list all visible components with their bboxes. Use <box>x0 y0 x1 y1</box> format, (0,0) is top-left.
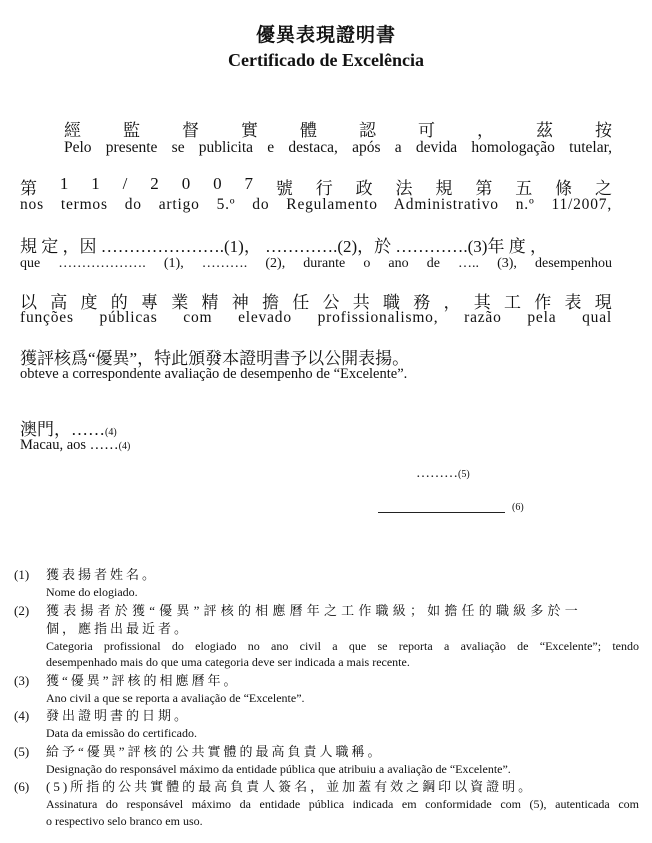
char: 任 <box>292 293 310 312</box>
char: 體 <box>300 121 317 140</box>
char: 精 <box>201 293 219 312</box>
char: 政 <box>355 179 373 198</box>
footnote-item <box>14 743 639 778</box>
char: 2 <box>150 174 159 193</box>
char: 7 <box>244 174 253 193</box>
char: 1 <box>59 174 69 193</box>
line4-pt: funções públicas com elevado profissionalismo, razão pela qual <box>20 309 612 326</box>
char: 經 <box>64 121 81 140</box>
footnote-text-pt: desempenhado mais do que uma categoria deve ser indicada a mais recente. <box>46 655 410 669</box>
char: 之 <box>594 179 612 198</box>
char: 1 <box>91 174 100 193</box>
footnote-number: (1) <box>14 567 30 582</box>
footnote-item <box>14 602 639 671</box>
char: 認 <box>359 121 376 140</box>
char: 第 <box>20 179 37 198</box>
footnote-text-zh: 發出證明書的日期。 <box>46 708 191 723</box>
char: / <box>122 174 128 193</box>
char: 實 <box>241 121 258 140</box>
footnote-number: (5) <box>14 743 30 759</box>
footnote-text-zh: 獲表揚者姓名。 <box>46 567 159 582</box>
footnote-number: (6) <box>14 779 30 794</box>
char: 號 <box>275 179 293 198</box>
footnote-text-pt: Ano civil a que se reporta a avaliação de “Excelente”. <box>46 690 305 705</box>
char: 高 <box>50 293 68 312</box>
char: 督 <box>182 121 199 140</box>
footnote-item <box>14 778 639 829</box>
char: 其 <box>473 293 491 312</box>
footnotes <box>14 566 639 830</box>
footnote-text-zh: 個，應指出最近者。 <box>46 620 191 636</box>
footnote-text-zh: 獲“優異”評核的相應曆年。 <box>46 672 240 688</box>
line5-pt: obteve a correspondente avaliação de desempenho de “Excelente”. <box>20 366 408 382</box>
footnote-text-pt: Designação do responsável máximo da entidade pública que atribuiu a avaliação de “Excelente”. <box>46 761 511 776</box>
char: 條 <box>555 179 573 198</box>
title-chinese: 優異表現證明書 <box>255 25 396 46</box>
char: 的 <box>110 293 128 312</box>
footnote-text-pt: Data da emissão do certificado. <box>46 726 197 740</box>
char: 表 <box>564 293 582 312</box>
footnote-text-zh: 給予“優異”評核的公共實體的最高負責人職稱。 <box>46 743 384 759</box>
char: 務 <box>413 293 431 312</box>
line5-zh: 獲評核爲“優異”，特此頒發本證明書予以公開表揚。 <box>20 349 410 368</box>
char: 現 <box>594 293 612 312</box>
footnote-text-pt: Assinatura do responsável máximo da entidade pública indicada em conformidade com (5), autenticada com <box>46 797 639 811</box>
char: 擔 <box>262 293 279 312</box>
char: 行 <box>315 179 333 198</box>
char: ， <box>443 293 461 312</box>
char: 公 <box>322 293 340 312</box>
place-date-zh: 澳門，……(4) <box>20 420 117 439</box>
place-date-pt: Macau, aos ……(4) <box>20 437 131 453</box>
char: 業 <box>171 293 189 312</box>
footnote-number: (3) <box>14 672 30 688</box>
signer-title-placeholder: ………(5) <box>416 466 470 481</box>
signature-ref: (6) <box>512 502 524 513</box>
char: 作 <box>534 293 552 312</box>
footnote-text-pt: o respectivo selo branco em uso. <box>46 813 203 828</box>
char: 規 <box>435 179 453 198</box>
char: 神 <box>231 293 249 312</box>
char: 專 <box>141 293 158 312</box>
char: 第 <box>475 179 493 198</box>
char: ， <box>477 121 494 140</box>
char: 職 <box>383 293 400 312</box>
char: 0 <box>213 174 222 193</box>
char: 五 <box>515 179 533 198</box>
char: 共 <box>352 293 370 312</box>
footnote-item <box>14 672 639 707</box>
char: 以 <box>20 293 37 312</box>
title-portuguese: Certificado de Excelência <box>228 50 424 70</box>
char: 工 <box>504 293 521 312</box>
footnote-item <box>14 707 639 742</box>
char: 監 <box>123 121 140 140</box>
footnote-number: (2) <box>14 602 30 618</box>
char: 度 <box>80 293 98 312</box>
footnote-text-pt: Nome do elogiado. <box>46 585 138 599</box>
footnote-text-zh: 獲表揚者於獲“優異”評核的相應曆年之工作職級；如擔任的職級多於一 <box>46 602 582 618</box>
line1-pt: Pelo presente se publicita e destaca, após a devida homologação tutelar, <box>64 139 612 156</box>
line3-zh: 規 定 ，因 ………………….(1)， ………….(2)，於 ………….(3)年 度 ， <box>20 237 547 256</box>
char: 按 <box>595 121 612 140</box>
footnote-text-pt: Categoria profissional do elogiado no ano civil a que se reporta a avaliação de “Excelente”; tendo <box>46 638 639 653</box>
footnote-text-zh: (5)所指的公共實體的最高負責人簽名，並加蓋有效之鋼印以資證明。 <box>46 779 535 794</box>
char: 可 <box>418 121 435 140</box>
char: 法 <box>395 179 413 198</box>
char: 0 <box>181 174 191 193</box>
line2-pt: nos termos do artigo 5.º do Regulamento Administrativo n.º 11/2007, <box>20 196 612 213</box>
signature-line <box>378 512 505 513</box>
footnote-item <box>14 566 639 601</box>
footnote-number: (4) <box>14 708 30 723</box>
line1-zh <box>64 116 612 141</box>
line3-pt: que ………………. (1), ………. (2), durante o ano de ….. (3), desempenhou <box>20 256 612 271</box>
char: 茲 <box>536 121 553 140</box>
